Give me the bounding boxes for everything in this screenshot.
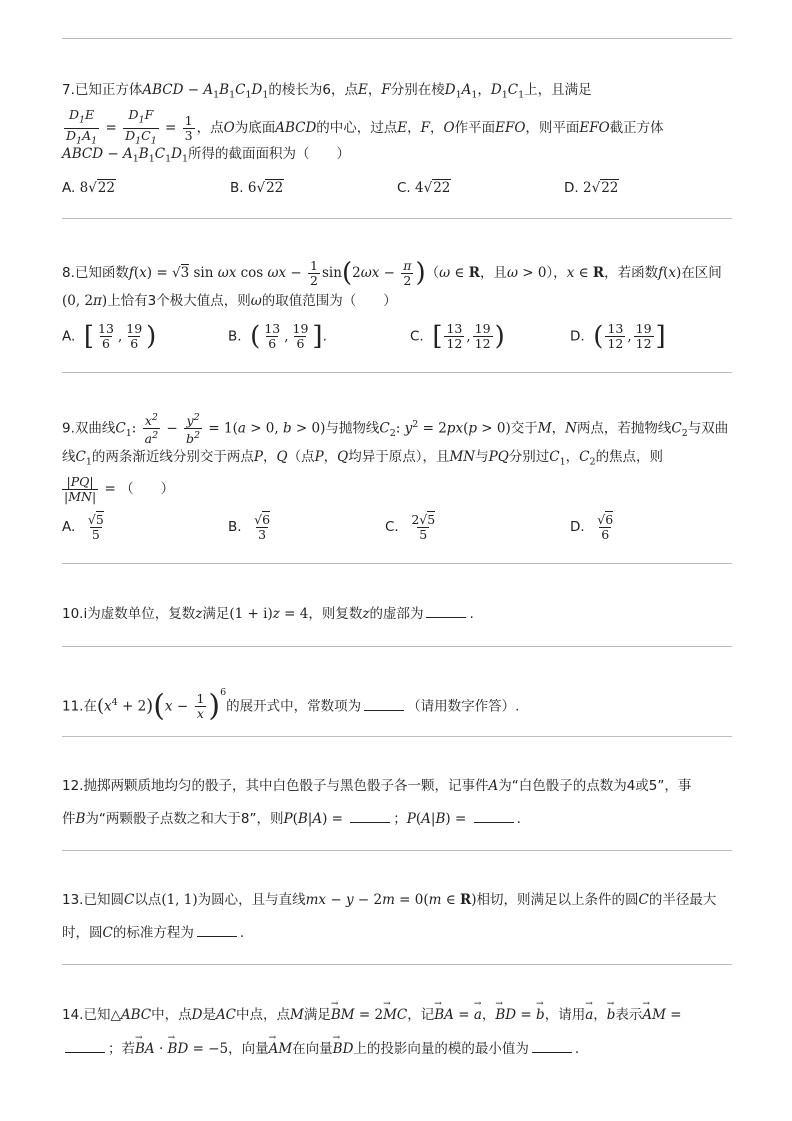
q12-line-1: 12.抛掷两颗质地均匀的骰子，其中白色骰子与黑色骰子各一颗，记事件A为“白色骰子的点数为4或5”，事 [62,778,692,794]
q8-option-d[interactable]: D. ( $\frac{13}{12}$ , $\frac{19}{12}$ ] [570,321,666,352]
answer-blank[interactable] [364,698,404,711]
question-11: 11.在$(x^4 + 2)(x$ − $\frac{1}{x}$ )$^6$的展开式中，常数项为 （请用数字作答）. [62,687,520,724]
q9-option-b[interactable]: B. $\frac{√6}{3}$ [228,511,271,542]
q7-option-d[interactable]: D. 2√22 [564,180,619,196]
q9-line-3: $\frac{|PQ|}{|MN|}$ = （ ） [64,473,175,504]
q9-option-a[interactable]: A. $\frac{√5}{5}$ [62,511,104,542]
question-10: 10.i为虚数单位，复数z满足(1 + i)z = 4，则复数z的虚部为 . [62,606,474,622]
q7-option-c[interactable]: C. 4√22 [397,180,451,196]
q8-line-1: 8.已知函数f(x) = √3 sin ωx cos ωx − $\frac{1}{2}$ sin(2ωx − $\frac{\pi}{2}$ )（ω ∈ R，且ω > 0），x ∈ R，若函数f(x)在区间 [62,257,722,288]
q8-option-a[interactable]: A. [ $\frac{13}{6}$ , $\frac{19}{6}$ ) [62,321,157,352]
q13-line-2: 时，圆C的标准方程为 . [62,925,245,941]
answer-blank[interactable] [65,1040,105,1053]
divider [62,372,732,373]
q9-option-d[interactable]: D. $\frac{√6}{6}$ [570,511,614,542]
answer-blank[interactable] [350,810,390,823]
q8-option-b[interactable]: B. ( $\frac{13}{6}$ , $\frac{19}{6}$ ]. [228,321,327,352]
answer-blank[interactable] [197,924,237,937]
q7-line-1: 7.已知正方体ABCD − $A_1B_1C_1D_1$的棱长为6，点E，F分别在棱$D_1A_1$，$D_1C_1$上，且满足 [62,82,592,101]
divider [62,964,732,965]
divider [62,218,732,219]
q7-option-a[interactable]: A. 8√22 [62,180,115,196]
q9-line-1: 9.双曲线$C_1$: $\frac{x^2}{a^2}$ − $\frac{y^2}{b^2}$ = 1(a > 0, b > 0)与抛物线$C_2$: $y^2 = 2px(p > 0)$交于M，N两点，若抛物线$C_2$与双曲 [62,411,729,447]
answer-blank[interactable] [426,605,466,618]
q8-line-2: (0, 2π)上恰有3个极大值点，则ω的取值范围为（ ） [62,293,397,309]
divider [62,646,732,647]
q7-option-b[interactable]: B. 6√22 [230,180,284,196]
divider [62,736,732,737]
divider [62,850,732,851]
q8-option-c[interactable]: C. [ $\frac{13}{12}$ , $\frac{19}{12}$ ) [410,321,505,352]
q7-line-2: $\frac{D_1E}{D_1A_1}$ = $\frac{D_1F}{D_1C_1}$ = $\frac{1}{3}$ ，点O为底面ABCD的中心，过点E，F，O作平面EFO，则平面EFO截正方体 [66,107,664,146]
q9-option-c[interactable]: C. $\frac{2√5}{5}$ [385,511,436,542]
answer-blank[interactable] [474,810,514,823]
divider [62,38,732,39]
q7-line-3: ABCD − $A_1B_1C_1D_1$所得的截面面积为（ ） [62,146,351,165]
q12-line-2: 件B为“两颗骰子点数之和大于8”，则P(B|A) = ；P(A|B) = . [62,811,521,827]
q9-line-2: 线$C_1$的两条渐近线分别交于两点P，Q（点P，Q均异于原点），且MN与PQ分别过$C_1$，$C_2$的焦点，则 [62,449,664,468]
q14-line-1: 14.已知△ABC中，点D是AC中点，点M满足→ BM = 2→ MC，记→ BA = → a，→ BD = → b，请用→ a，→ b表示→ AM = [62,1005,682,1025]
q13-line-1: 13.已知圆C以点(1, 1)为圆心，且与直线mx − y − 2m = 0(m ∈ R)相切，则满足以上条件的圆C的半径最大 [62,892,717,908]
answer-blank[interactable] [532,1040,572,1053]
q14-line-2: ；若→ BA · → BD = −5，向量→ AM在向量→ BD上的投影向量的模的最小值为 . [62,1039,579,1059]
divider [62,563,732,564]
